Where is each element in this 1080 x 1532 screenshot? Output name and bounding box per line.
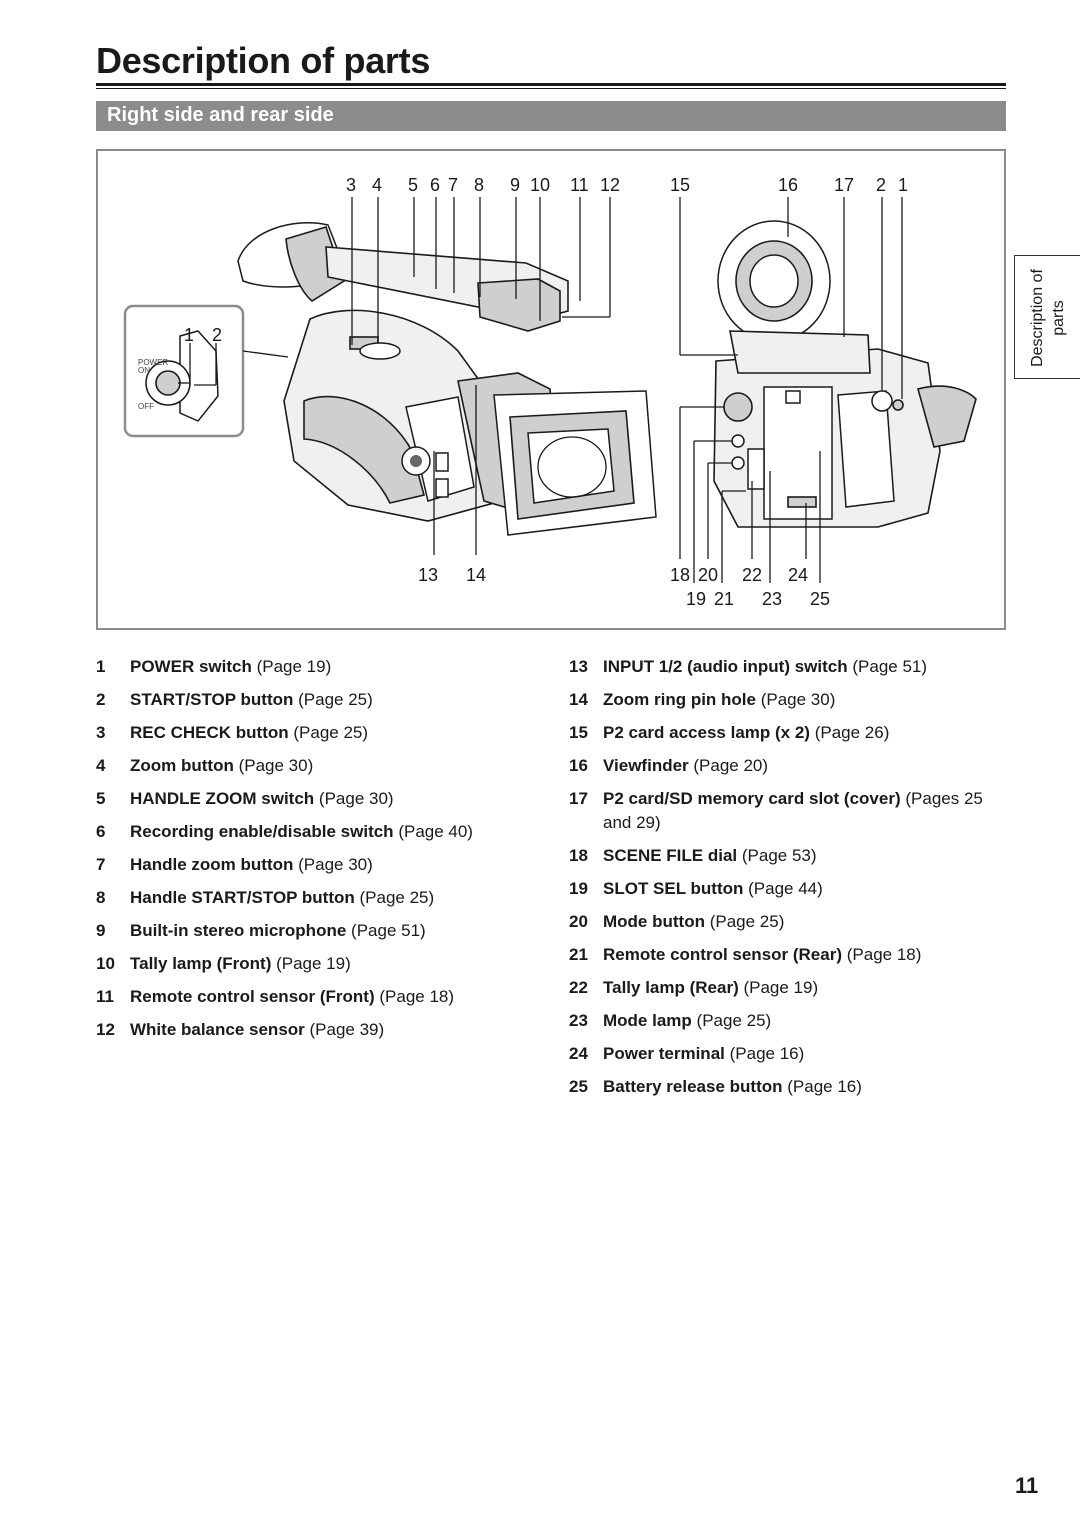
power-label: POWER [138, 358, 169, 367]
chapter-tab-line-1: Description of [1029, 269, 1046, 367]
item-name: Mode button [603, 912, 705, 931]
callout-20: 20 [698, 565, 719, 585]
item-page-ref: (Page 16) [729, 1044, 805, 1063]
callout-5: 5 [408, 175, 419, 195]
camera-figure [96, 149, 1006, 630]
callout-16: 16 [778, 175, 799, 195]
item-page-ref: (Page 39) [309, 1020, 385, 1039]
item-page-ref: (Pages 25 and 29) [603, 789, 983, 832]
item-number: 18 [569, 846, 588, 865]
list-item [96, 919, 546, 943]
item-number: 9 [96, 921, 106, 940]
list-item [569, 787, 1009, 835]
item-page-ref: (Page 53) [741, 846, 817, 865]
item-page-ref: (Page 51) [351, 921, 426, 940]
callout-14: 14 [466, 565, 487, 585]
on-label: ON [138, 366, 150, 375]
item-number: 24 [569, 1044, 588, 1063]
item-number: 16 [569, 756, 588, 775]
list-item [96, 952, 546, 976]
item-page-ref: (Page 25) [298, 690, 373, 709]
list-item [569, 688, 1009, 712]
callout-18: 18 [670, 565, 691, 585]
callout-2b: 2 [876, 175, 887, 195]
item-page-ref: (Page 25) [709, 912, 785, 931]
item-name: Handle zoom button [130, 855, 294, 874]
callout-25: 25 [810, 589, 831, 609]
item-number: 11 [96, 987, 114, 1006]
item-name: SLOT SEL button [603, 879, 744, 898]
item-number: 10 [96, 954, 115, 973]
page-title: Description of parts [96, 40, 431, 81]
item-number: 7 [96, 855, 106, 874]
chapter-tab [1014, 255, 1080, 379]
chapter-tab-line-2: parts [1050, 300, 1067, 336]
callout-12: 12 [600, 175, 621, 195]
item-name: REC CHECK button [130, 723, 289, 742]
callout-21: 21 [714, 589, 735, 609]
item-number: 3 [96, 723, 106, 742]
item-page-ref: (Page 18) [846, 945, 922, 964]
section-title: Right side and rear side [107, 104, 334, 126]
item-number: 5 [96, 789, 106, 808]
item-number: 4 [96, 756, 106, 775]
callout-6: 6 [430, 175, 441, 195]
item-page-ref: (Page 25) [293, 723, 369, 742]
callout-22: 22 [742, 565, 763, 585]
list-item [569, 1075, 1009, 1099]
item-name: P2 card/SD memory card slot (cover) [603, 789, 901, 808]
callout-23: 23 [762, 589, 783, 609]
item-number: 12 [96, 1020, 115, 1039]
item-number: 8 [96, 888, 106, 907]
item-number: 20 [569, 912, 588, 931]
off-label: OFF [138, 402, 154, 411]
callout-19: 19 [686, 589, 707, 609]
callout-1: 1 [184, 325, 195, 345]
item-page-ref: (Page 18) [379, 987, 455, 1006]
item-name: Viewfinder [603, 756, 689, 775]
power-switch-inset [125, 306, 288, 436]
callout-7: 7 [448, 175, 459, 195]
list-item [569, 910, 1009, 934]
item-page-ref: (Page 25) [696, 1011, 772, 1030]
camera-side-view [238, 223, 656, 535]
item-page-ref: (Page 30) [298, 855, 373, 874]
callout-2: 2 [212, 325, 223, 345]
callout-17: 17 [834, 175, 855, 195]
list-item [569, 721, 1009, 745]
item-page-ref: (Page 20) [693, 756, 769, 775]
item-page-ref: (Page 30) [318, 789, 394, 808]
item-number: 23 [569, 1011, 588, 1030]
callout-11: 11 [570, 175, 589, 195]
item-name: HANDLE ZOOM switch [130, 789, 315, 808]
list-item [569, 943, 1009, 967]
list-item [96, 853, 546, 877]
list-item [96, 787, 546, 811]
item-name: Remote control sensor (Rear) [603, 945, 842, 964]
list-item [569, 655, 1009, 679]
item-name: Built-in stereo microphone [130, 921, 347, 940]
item-number: 17 [569, 789, 588, 808]
item-page-ref: (Page 40) [398, 822, 473, 841]
item-page-ref: (Page 19) [256, 657, 332, 676]
item-number: 14 [569, 690, 588, 709]
item-name: Battery release button [603, 1077, 783, 1096]
list-item [569, 844, 1009, 868]
item-name: Mode lamp [603, 1011, 692, 1030]
item-number: 25 [569, 1077, 588, 1096]
list-item [96, 688, 546, 712]
item-number: 22 [569, 978, 588, 997]
item-name: START/STOP button [130, 690, 294, 709]
parts-list-right [569, 655, 1009, 1108]
item-name: P2 card access lamp (x 2) [603, 723, 810, 742]
callout-15: 15 [670, 175, 691, 195]
item-name: Recording enable/disable switch [130, 822, 394, 841]
callout-3: 3 [346, 175, 357, 195]
item-name: SCENE FILE dial [603, 846, 738, 865]
list-item [569, 1009, 1009, 1033]
title-rule-thin [96, 88, 1006, 89]
item-number: 13 [569, 657, 588, 676]
list-item [96, 886, 546, 910]
list-item [96, 820, 546, 844]
list-item [96, 655, 546, 679]
item-page-ref: (Page 30) [760, 690, 836, 709]
list-item [569, 877, 1009, 901]
item-number: 15 [569, 723, 588, 742]
list-item [569, 976, 1009, 1000]
list-item [96, 985, 546, 1009]
callout-8: 8 [474, 175, 485, 195]
item-name: INPUT 1/2 (audio input) switch [603, 657, 848, 676]
item-page-ref: (Page 19) [743, 978, 819, 997]
item-page-ref: (Page 26) [814, 723, 890, 742]
callout-24: 24 [788, 565, 809, 585]
list-item [96, 754, 546, 778]
item-number: 1 [96, 657, 106, 676]
callout-9: 9 [510, 175, 521, 195]
item-name: Tally lamp (Front) [130, 954, 272, 973]
item-name: Zoom button [130, 756, 234, 775]
list-item [569, 1042, 1009, 1066]
page-number: 11 [1015, 1473, 1039, 1498]
list-item [569, 754, 1009, 778]
item-page-ref: (Page 30) [238, 756, 314, 775]
camera-illustration [98, 151, 1004, 628]
item-page-ref: (Page 19) [276, 954, 351, 973]
callout-1b: 1 [898, 175, 909, 195]
camera-rear-view [714, 221, 976, 527]
item-page-ref: (Page 16) [787, 1077, 862, 1096]
item-name: Tally lamp (Rear) [603, 978, 739, 997]
list-item [96, 1018, 546, 1042]
section-header [96, 101, 1006, 131]
callout-13: 13 [418, 565, 439, 585]
list-item [96, 721, 546, 745]
item-name: Handle START/STOP button [130, 888, 355, 907]
callout-10: 10 [530, 175, 551, 195]
parts-list-left [96, 655, 546, 1051]
item-number: 19 [569, 879, 588, 898]
item-name: Zoom ring pin hole [603, 690, 756, 709]
item-number: 6 [96, 822, 106, 841]
title-rule [96, 83, 1006, 86]
callout-4: 4 [372, 175, 383, 195]
item-name: Remote control sensor (Front) [130, 987, 375, 1006]
item-page-ref: (Page 44) [748, 879, 823, 898]
item-number: 21 [569, 945, 588, 964]
item-name: White balance sensor [130, 1020, 305, 1039]
item-name: Power terminal [603, 1044, 725, 1063]
item-page-ref: (Page 51) [852, 657, 928, 676]
item-name: POWER switch [130, 657, 252, 676]
item-number: 2 [96, 690, 106, 709]
item-page-ref: (Page 25) [359, 888, 435, 907]
